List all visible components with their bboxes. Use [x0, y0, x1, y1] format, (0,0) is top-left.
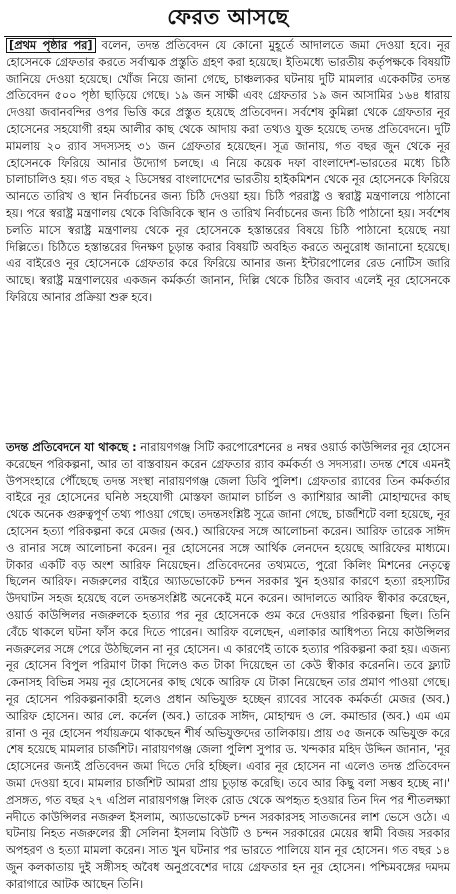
article-headline [0, 0, 456, 36]
section-lead-in: তদন্ত প্রতিবেদনে যা থাকছে : [6, 441, 137, 454]
paragraph-investigation-report [6, 440, 450, 894]
continued-from-tag: [প্রথম পৃষ্ঠার পর] [6, 38, 96, 53]
headline-text: ফেরত আসছে [167, 3, 289, 29]
paragraph-continuation [6, 38, 450, 307]
headline-divider [4, 36, 452, 37]
paragraph-investigation-text: নারায়ণগঞ্জ সিটি করপোরেশনের ৪ নম্বর ওয়ার্ড কাউন্সিলর নূর হোসেন করেছেন পরিকল্পনা, আর তা বাস্তবায়ন করেন গ্রেফতার র‍্যাব কর্মকর্তা ও সদস্যরা। তদন্ত শেষে এমনই উপসংহারে পৌঁছেছে তদন্ত সংস্থা নারায়ণগঞ্জ জেলা ডিবি পুলিশ। গ্রেফতার র‍্যাবের তিন কর্মকর্তার বাইরে নূর হোসেনের ঘনিষ্ঠ সহযোগী মোস্তফা জামাল চার্চিল ও ক্যাশিয়ার আলী মোহাম্মদের কাছ থেকে অনেক গুরুত্বপূর্ণ তথ্য পাওয়া গেছে। তদন্তসংশ্লিষ্ট সূত্রে জানা গেছে, চার্জশিটে বলা হয়েছে, নূর হোসেন হত্যা পরিকল্পনা করে মেজর (অব.) আরিফের সঙ্গে আলোচনা করেন। আরিফ তারেক সাঈদ ও রানার সঙ্গে আলোচনা করেন। নূর হোসেনের সঙ্গে আর্থিক লেনদেন হয়েছে আরিফের মাধ্যমে। টাকার একটি বড় অংশ আরিফ নিয়েছেন। প্রতিবেদনের তথ্যমতে, পুরো কিলিং মিশনের নেতৃত্বে ছিলেন আরিফ। নজরুলের বাইরে অ্যাডভোকেট চন্দন সরকার খুন হওয়ার কারণে হত্যা রহস্যটির উদঘাটন সহজ হয়েছে বলে তদন্তসংশ্লিষ্ট অনেকেই মনে করেন। আদালতে আরিফ স্বীকার করেছেন, ওয়ার্ড কাউন্সিলর নজরুলকে হত্যার পর নূর হোসেনকে গুম করে দেওয়ার পরিকল্পনা ছিল। তিনি বেঁচে থাকলে ঘটনা ফাঁস করে দিতে পারেন। আরিফ বলেছেন, এলাকার আধিপত্য নিয়ে কাউন্সিলর নজরুলের সঙ্গে পেরে উঠছিলেন না নূর হোসেন। এ কারণেই তাকে হত্যার পরিকল্পনা করা হয়। এজন্য নূর হোসেন বিপুল পরিমাণ টাকা দিলেও কত টাকা দিয়েছেন তা কেউ স্বীকার করেননি। তবে ফ্ল্যাট কেনাসহ বিভিন্ন সময় নূর হোসেনের কাছ থেকে আরিফ যে টাকা নিয়েছেন তার প্রমাণ পাওয়া গেছে। নূর হোসেন পরিকল্পনাকারী হলেও প্রধান অভিযুক্ত হচ্ছেন র‍্যাবের সাবেক কর্মকর্তা মেজর (অব.) আরিফ হোসেন। আর লে. কর্নেল (অব.) তারেক সাঈদ, মোহাম্মদ ও লে. কমান্ডার (অব.) এম এম রানা ও নূর হোসেন পর্যায়ক্রমে থাকছেন শীর্ষ অভিযুক্তদের তালিকায়। প্রায় ৩৫ জনকে অভিযুক্ত করে শেষ হয়েছে মামলার চার্জশিট। নারায়ণগঞ্জ জেলা পুলিশ সুপার ড. খন্দকার মহিদ উদ্দিন জানান, 'নূর হোসেনের জন্যই প্রতিবেদন জমা দিতে দেরি হচ্ছিল। এবার নূর হোসেন না এলেও তদন্ত প্রতিবেদন জমা দেওয়া হবে। মামলার চার্জশিট আমরা প্রায় চূড়ান্ত করেছি। তবে আর কিছু বলা সম্ভব হচ্ছে না।' প্রসঙ্গত, গত বছর ২৭ এপ্রিল নারায়ণগঞ্জ লিংক রোড থেকে অপহৃত হওয়ার তিন দিন পর শীতলক্ষ্যা নদীতে কাউন্সিলর নজরুল ইসলাম, অ্যাডভোকেট চন্দন সরকারসহ সাতজনের লাশ ভেসে ওঠে। এ ঘটনায় নিহত নজরুলের স্ত্রী সেলিনা ইসলাম বিউটি ও চন্দন সরকারের মেয়ের স্বামী বিজয় সরকার অপহরণ ও হত্যা মামলা করেন। সাত খুন ঘটনার পর ভারতে পালিয়ে যান নূর হোসেন। গত বছর ১৪ জুন কলকাতায় দুই সঙ্গীসহ অবৈধ অনুপ্রবেশের দায়ে গ্রেফতার হন নূর হোসেন। পশ্চিমবঙ্গের দমদম কারাগারে আটক আছেন তিনি। [6, 441, 451, 891]
paragraph-continuation-text: বলেন, তদন্ত প্রতিবেদন যে কোনো মুহূর্তে আদালতে জমা দেওয়া হবে। নূর হোসেনকে গ্রেফতার করতে সর্বাত্মক প্রস্তুতি গ্রহণ করা হয়েছে। ইতিমধ্যে ভারতীয় কর্তৃপক্ষকে বিষয়টি জানিয়ে দেওয়া হয়েছে। খোঁজ নিয়ে জানা গেছে, চাঞ্চল্যকর ঘটনায় দুটি মামলার একেকটির তদন্ত প্রতিবেদন ৫০০ পৃষ্ঠা ছাড়িয়ে গেছে। ১৯ জন সাক্ষী এবং গ্রেফতার ১৯ জন আসামির ১৬৪ ধারায় দেওয়া জবানবন্দির ওপর ভিত্তি করে প্রস্তুত হয়েছে প্রতিবেদন। সর্বশেষ কুমিল্লা থেকে গ্রেফতার নূর হোসেনের সহযোগী রহম আলীর কাছ থেকে আদায় করা তথ্যও যুক্ত হয়েছে তদন্ত প্রতিবেদনে। দুটি মামলায় ২০ র‍্যাব সদস্যসহ ৩১ জন গ্রেফতার হয়েছেন। সূত্র জানায়, গত বছর জুন থেকে নূর হোসেনকে ফিরিয়ে আনার উদ্যোগ চলছে। এ নিয়ে কয়েক দফা বাংলাদেশ-ভারতের মধ্যে চিঠি চালাচালিও হয়। গত বছর ২ ডিসেম্বর বাংলাদেশের ভারতীয় হাইকমিশন থেকে নূর হোসেনকে ফিরিয়ে আনতে তারিখ ও স্থান নির্বাচনের জন্য চিঠি দেওয়া হয়। চিঠি পররাষ্ট্র ও স্বরাষ্ট্র মন্ত্রণালয়ে পাঠানো হয়। পরে স্বরাষ্ট্র মন্ত্রণালয় থেকে বিজিবিকে স্থান ও তারিখ নির্বাচনের জন্য চিঠি পাঠানো হয়। সর্বশেষ চলতি মাসে স্বরাষ্ট্র মন্ত্রণালয় থেকে নূর হোসেনকে হস্তান্তরের বিষয়ে চিঠি পাঠানো হয়েছে নয়া দিল্লিতে। চিঠিতে হস্তান্তরের দিনক্ষণ চূড়ান্ত করার বিষয়টি অবহিত করতে অনুরোধ জানানো হয়েছে। এর বাইরেও নূর হোসেনকে গ্রেফতার করে ফিরিয়ে আনার জন্য ইন্টারপোলের রেড নোটিস জারি আছে। স্বরাষ্ট্র মন্ত্রণালয়ের একজন কর্মকর্তা জানান, দিল্লি থেকে চিঠির জবাব এলেই নূর হোসেনকে ফিরিয়ে আনার প্রক্রিয়া শুরু হবে। [6, 39, 450, 304]
